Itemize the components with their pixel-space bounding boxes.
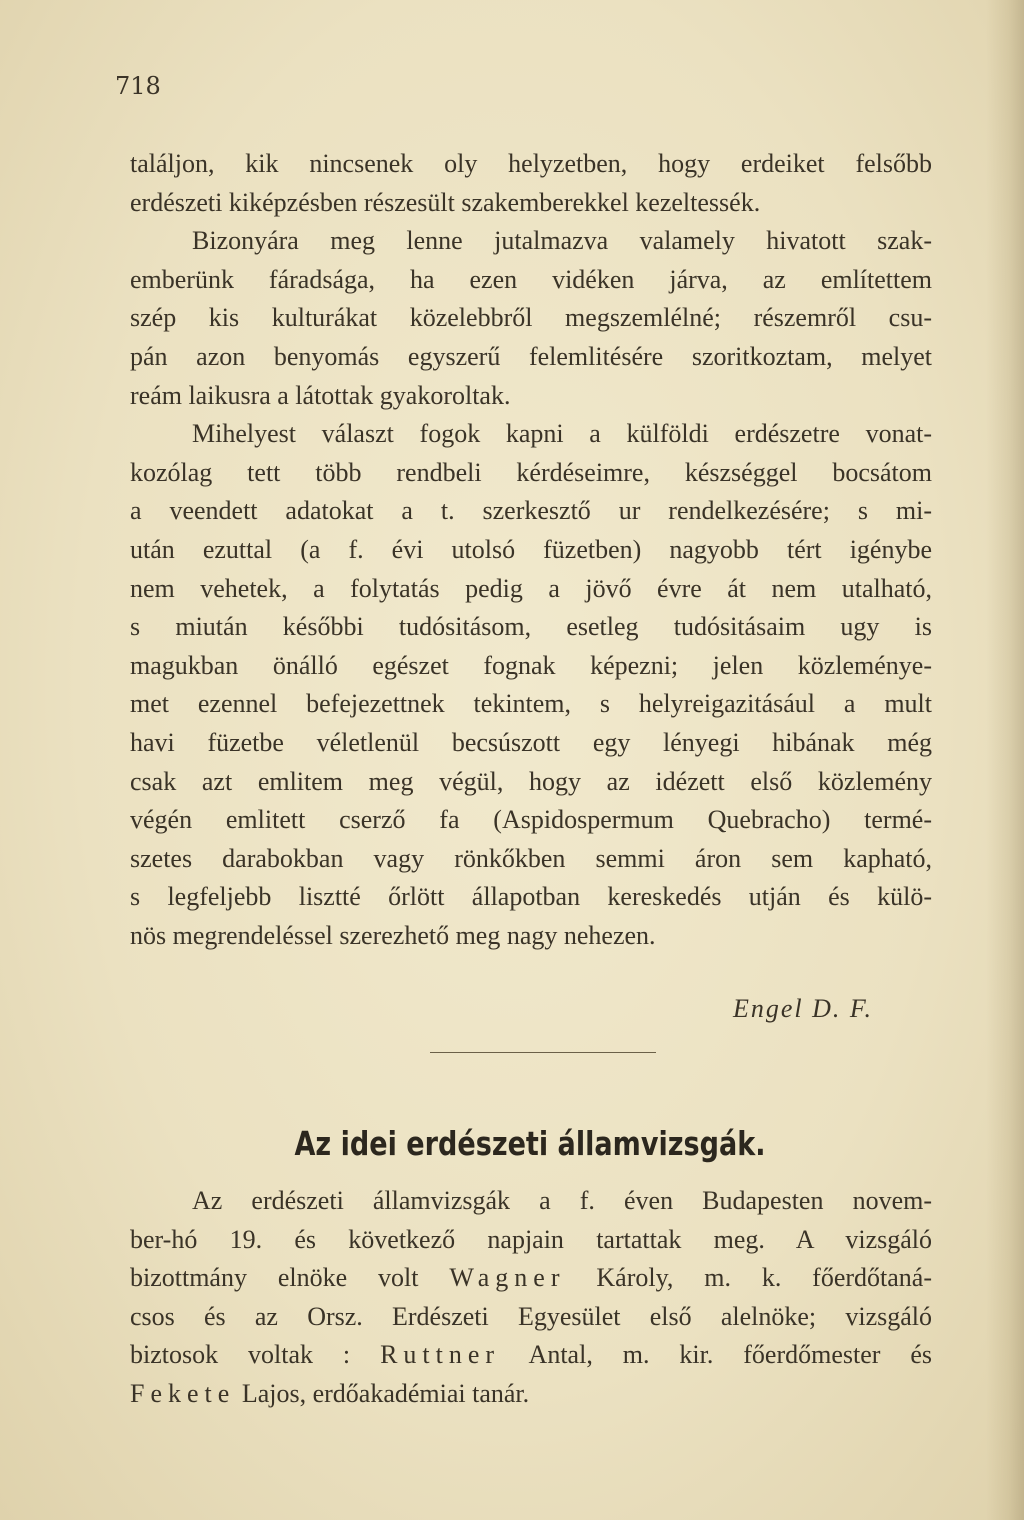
text-line: havi füzetbe véletlenül becsúszott egy lényegi hibának még: [130, 727, 932, 757]
text-line: csak azt emlitem meg végül, hogy az idézett első közlemény: [130, 766, 932, 796]
text-line: kozólag tett több rendbeli kérdéseimre, készséggel bocsátom: [130, 457, 932, 487]
section-divider: [430, 1052, 656, 1053]
text-line: [130, 1375, 932, 1414]
text-fragment: biztosok voltak :: [130, 1340, 381, 1370]
text-line: nös megrendeléssel szerezhető meg nagy nehezen.: [130, 920, 656, 950]
text-line: találjon, kik nincsenek oly helyzetben, hogy erdeiket felsőbb: [130, 149, 932, 178]
article-ending-paragraphs: [130, 145, 932, 955]
text-line: Mihelyest választ fogok kapni a külföldi erdészetre vonat-: [192, 419, 932, 449]
text-line: reám laikusra a látottak gyakoroltak.: [130, 380, 511, 410]
text-line: erdészeti kiképzésben részesült szakemberekkel kezeltessék.: [130, 187, 761, 217]
text-line: pán azon benyomás egyszerű felemlitésére szoritkoztam, melyet: [130, 341, 932, 371]
author-signature: Engel D. F.: [733, 994, 873, 1023]
text-line: után ezuttal (a f. évi utolsó füzetben) nagyobb tért igénybe: [130, 534, 932, 564]
text-line: nem vehetek, a folytatás pedig a jövő évre át nem utalható,: [130, 573, 932, 603]
text-line: magukban önálló egészet fognak képezni; jelen közleménye-: [130, 650, 932, 680]
person-name-wagner: Wagner: [449, 1263, 566, 1293]
person-name-ruttner: Ruttner: [380, 1340, 501, 1370]
text-line: ber-hó 19. és következő napjain tartattak meg. A vizsgáló: [130, 1224, 932, 1254]
text-line: szetes darabokban vagy rönkőkben semmi áron sem kapható,: [130, 843, 932, 873]
section-heading: Az idei erdészeti államvizsgák.: [294, 1124, 766, 1163]
page-edge-shadow: [986, 0, 1024, 1520]
text-line: végén emlitett cserző fa (Aspidospermum Quebracho) termé-: [130, 805, 932, 835]
text-line: Az erdészeti államvizsgák a f. éven Budapesten novem-: [192, 1186, 932, 1215]
page-number: 718: [115, 72, 161, 100]
text-line: [130, 1259, 932, 1298]
text-line: met ezennel befejezettnek tekintem, s helyreigazitásául a mult: [130, 689, 932, 719]
text-line: s miután későbbi tudósitásom, esetleg tudósitásaim ugy is: [130, 612, 932, 642]
text-line: emberünk fáradsága, ha ezen vidéken járva, az említettem: [130, 264, 932, 294]
text-fragment: Antal, m. kir. főerdőmester és: [500, 1340, 932, 1370]
exam-report-paragraph: [130, 1182, 932, 1414]
text-fragment: Károly, m. k. főerdőtaná-: [565, 1263, 932, 1293]
text-line: s legfeljebb lisztté őrlött állapotban kereskedés utján és külö-: [130, 882, 932, 912]
text-fragment: bizottmány elnöke volt: [130, 1263, 450, 1293]
person-name-fekete: Fekete: [130, 1378, 236, 1408]
text-line: [130, 1336, 932, 1375]
text-fragment: Lajos, erdőakadémiai tanár.: [235, 1378, 530, 1408]
text-line: a veendett adatokat a t. szerkesztő ur rendelkezésére; s mi-: [130, 496, 932, 526]
text-line: csos és az Orsz. Erdészeti Egyesület első alelnöke; vizsgáló: [130, 1301, 932, 1331]
text-line: szép kis kulturákat közelebbről megszemlélné; részemről csu-: [130, 303, 932, 333]
text-line: Bizonyára meg lenne jutalmazva valamely hivatott szak-: [192, 226, 932, 256]
